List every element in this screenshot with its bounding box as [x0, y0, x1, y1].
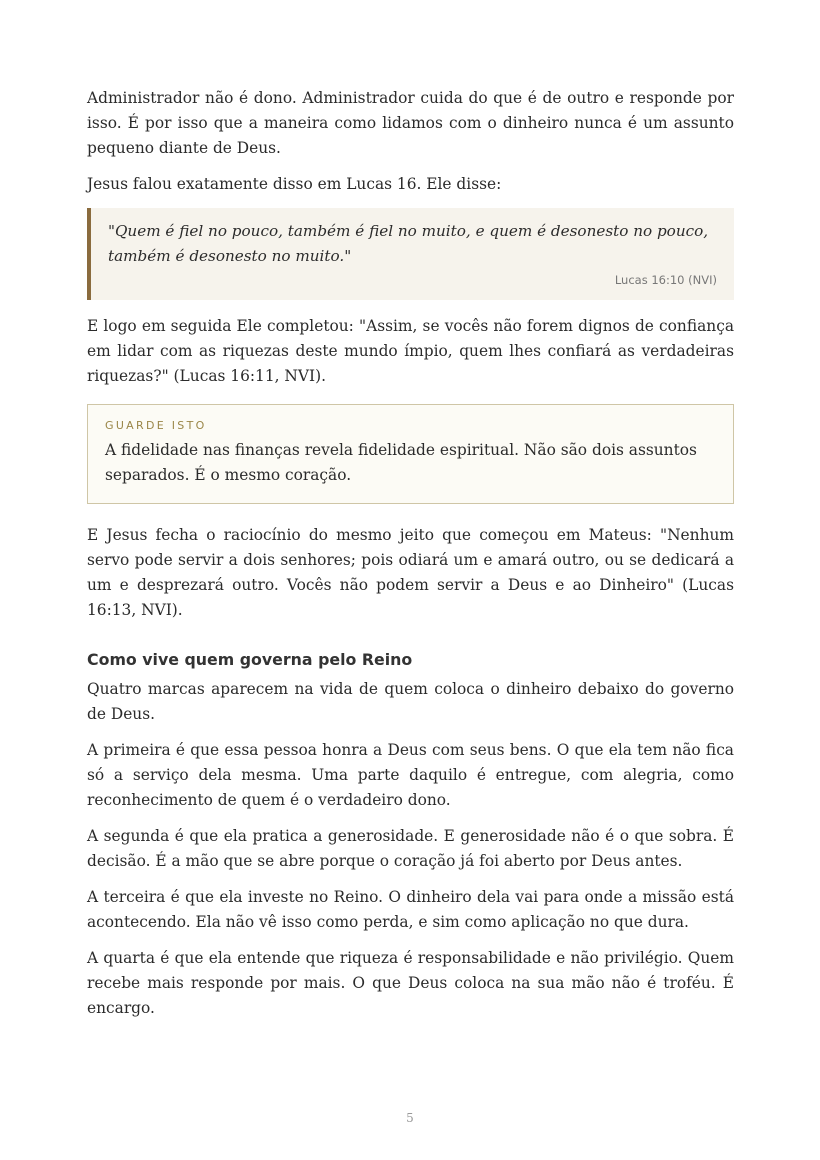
paragraph: E Jesus fecha o raciocínio do mesmo jeito que começou em Mateus: "Nenhum servo pode servir a dois senhores; pois odiará um e amará outro, ou se dedicará a um e desprezará outro. Vocês não podem servir a Deus e ao Dinheiro" (Lucas 16:13, NVI). [87, 526, 734, 619]
scripture-quote [87, 208, 734, 300]
paragraph: A terceira é que ela investe no Reino. O dinheiro dela vai para onde a missão está acontecendo. Ela não vê isso como perda, e sim como aplicação no que dura. [87, 888, 734, 931]
paragraph: A quarta é que ela entende que riqueza é responsabilidade e não privilégio. Quem recebe mais responde por mais. O que Deus coloca na sua mão não é troféu. É encargo. [87, 949, 734, 1017]
section-heading: Como vive quem governa pelo Reino [87, 650, 413, 669]
quote-reference: Lucas 16:10 (NVI) [614, 273, 717, 287]
paragraph: A primeira é que essa pessoa honra a Deus com seus bens. O que ela tem não fica só a serviço dela mesma. Uma parte daquilo é entregue, com alegria, como reconhecimento de quem é o verdadeiro dono. [87, 741, 734, 809]
paragraph: A segunda é que ela pratica a generosidade. E generosidade não é o que sobra. É decisão. É a mão que se abre porque o coração já foi aberto por Deus antes. [87, 827, 734, 870]
quote-text: "Quem é fiel no pouco, também é fiel no muito, e quem é desonesto no pouco, também é desonesto no muito." [108, 222, 709, 265]
page-number: 5 [406, 1111, 414, 1125]
paragraph: Administrador não é dono. Administrador cuida do que é de outro e responde por isso. É por isso que a maneira como lidamos com o dinheiro nunca é um assunto pequeno diante de Deus. [87, 89, 734, 157]
paragraph: E logo em seguida Ele completou: "Assim, se vocês não forem dignos de confiança em lidar com as riquezas deste mundo ímpio, quem lhes confiará as verdadeiras riquezas?" (Lucas 16:11, NVI). [87, 317, 734, 385]
paragraph: Jesus falou exatamente disso em Lucas 16. Ele disse: [87, 175, 502, 193]
paragraph: Quatro marcas aparecem na vida de quem coloca o dinheiro debaixo do governo de Deus. [87, 680, 734, 723]
callout-text: A fidelidade nas finanças revela fidelidade espiritual. Não são dois assuntos separados. É o mesmo coração. [105, 441, 697, 484]
page-content [87, 86, 734, 1032]
callout-box [87, 404, 734, 504]
callout-label: GUARDE ISTO [105, 419, 207, 432]
